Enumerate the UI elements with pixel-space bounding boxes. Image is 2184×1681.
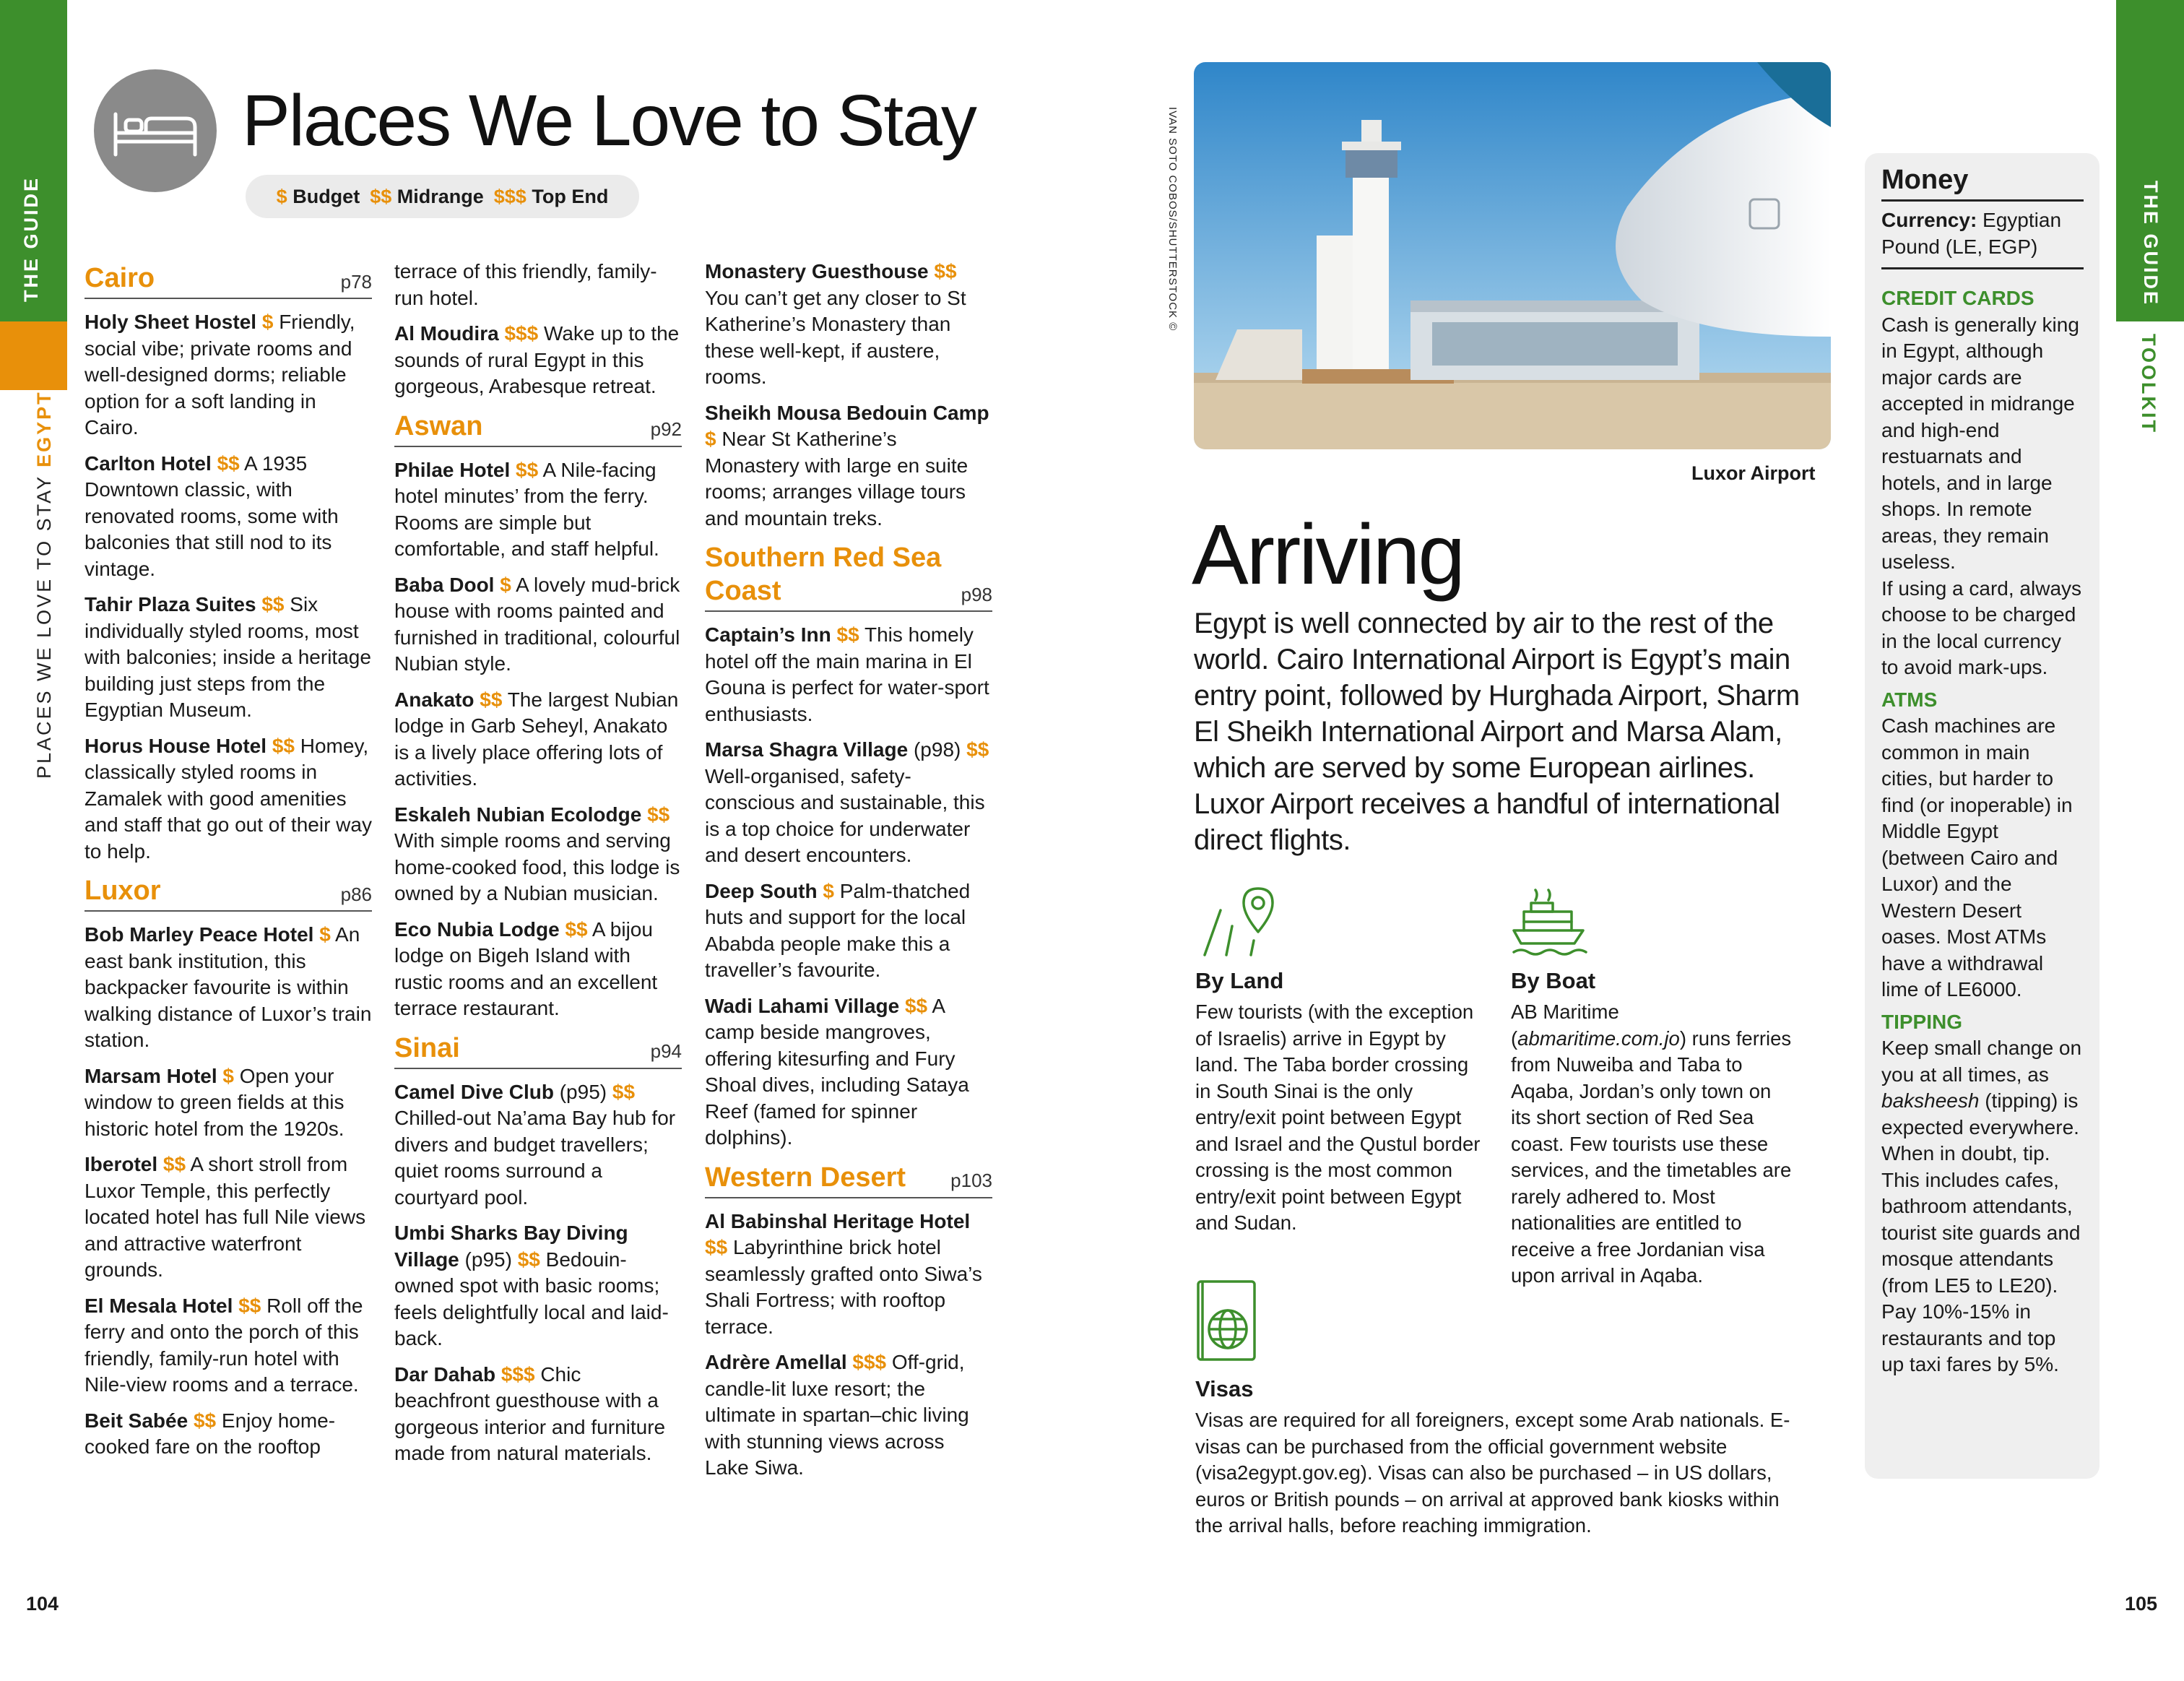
listing-name: Horus House Hotel: [84, 734, 267, 757]
region-page-ref: p98: [961, 583, 992, 605]
listing-item: [705, 993, 992, 1151]
listing-item: [84, 1408, 372, 1461]
listing-item: [84, 733, 372, 865]
left-tab-the-guide-label: THE GUIDE: [20, 176, 42, 302]
tipping-text: Keep small change on you at all times, as baksheesh (tipping) is expected everywhere.: [1881, 1037, 2082, 1138]
listing-name: Monastery Guesthouse: [705, 260, 929, 282]
listing-name: Camel Dive Club: [394, 1080, 554, 1103]
listing-description: A bijou lodge on Bigeh Island with rustic rooms and an excellent terrace restaurant.: [394, 917, 658, 1019]
listing-item: [705, 1349, 992, 1482]
by-land-heading: By Land: [1195, 968, 1284, 993]
listing-description: A short stroll from Luxor Temple, this perfectly located hotel has full Nile views and attractive waterfront grounds.: [84, 1153, 366, 1281]
listing-name: Eco Nubia Lodge: [394, 917, 560, 941]
tipping-text-2: When in doubt, tip. This includes cafes, bathroom attendants, tourist site guards and mosque attendants (from LE5 to LE20). Pay 10%-15% in restaurants and top up taxi fares by 5%.: [1881, 1142, 2081, 1375]
legend-midrange: $$ Midrange: [370, 185, 484, 207]
left-tab-section-country: EGYPT: [33, 390, 55, 467]
listing-description: A Nile-facing hotel minutes’ from the ferry. Rooms are simple but comfortable, and staff helpful.: [394, 458, 659, 560]
listing-name: Marsam Hotel: [84, 1064, 217, 1087]
listing-name: Iberotel: [84, 1153, 158, 1175]
listing-description: Off-grid, candle-lit luxe resort; the ultimate in spartan–chic living with stunning views across Lake Siwa.: [705, 1351, 969, 1479]
credit-cards-heading: CREDIT CARDS: [1881, 287, 2034, 309]
listing-item: [84, 309, 372, 441]
region-page-ref: p92: [650, 418, 682, 440]
listing-price: $: [705, 428, 716, 450]
by-boat-heading: By Boat: [1511, 968, 1596, 993]
right-tab-the-guide: [2116, 0, 2184, 321]
listing-price: $$: [162, 1153, 186, 1175]
region-name: Cairo: [84, 263, 155, 293]
region-header: [394, 1032, 682, 1069]
region-page-ref: p103: [950, 1170, 992, 1191]
listing-item: [84, 1293, 372, 1399]
listing-price: $: [319, 923, 331, 946]
money-title: Money: [1881, 163, 2084, 202]
listing-price: $$: [517, 1248, 540, 1271]
money-sidebar-content: [1881, 163, 2084, 1378]
listings-column-3: [705, 259, 992, 1491]
listing-item: [84, 592, 372, 724]
listing-description: Wake up to the sounds of rural Egypt in this gorgeous, Arabesque retreat.: [394, 322, 680, 397]
listings-column-2: [394, 259, 682, 1477]
listing-price: $$$: [500, 1362, 535, 1386]
listing-item: [705, 878, 992, 984]
listing-price: $$: [647, 803, 670, 826]
region-name: Southern Red Sea Coast: [705, 543, 942, 606]
listing-price: $: [261, 311, 274, 333]
listing-price: $$: [565, 917, 588, 941]
left-tab-section-prefix: PLACES WE LOVE TO STAY: [33, 467, 55, 779]
listing-name: Marsa Shagra Village: [705, 738, 909, 761]
listing-item: [394, 687, 682, 792]
atms-text: Cash machines are common in main cities, but harder to find (or inoperable) in Middle Egypt (between Cairo and Luxor) and the Western Desert oases. Most ATMs have a withdrawal lime of LE6000.: [1881, 714, 2073, 1001]
ferry-icon: [1511, 887, 1590, 959]
listing-price: $$$: [852, 1351, 887, 1373]
listing-price: $$: [193, 1409, 217, 1432]
listing-description: Near St Katherine’s Monastery with large en suite rooms; arranges village tours and mountain treks.: [705, 428, 968, 530]
listing-description: terrace of this friendly, family-run hotel.: [394, 260, 657, 309]
listing-item: [394, 1079, 682, 1211]
region-page-ref: p94: [650, 1040, 682, 1062]
listing-price: $$: [516, 458, 539, 481]
region-header: [84, 262, 372, 299]
listings-column-1: [84, 259, 372, 1470]
listing-item: [394, 259, 682, 311]
listing-item: [84, 451, 372, 583]
price-legend: [246, 175, 639, 218]
region-header: [84, 874, 372, 912]
road-location-pin-icon: [1199, 883, 1278, 959]
listing-name: Bob Marley Peace Hotel: [84, 923, 314, 946]
listing-name: Dar Dahab: [394, 1362, 496, 1386]
credit-cards-text: Cash is generally king in Egypt, although major cards are accepted in midrange and high-end restuarnats and hotels, and in large shops. In remote areas, they remain useless.: [1881, 313, 2079, 573]
listing-price: $$: [934, 260, 957, 282]
listing-price: $$: [238, 1294, 261, 1317]
listing-name: Holy Sheet Hostel: [84, 311, 257, 333]
listing-item: [84, 1151, 372, 1284]
listing-name: Adrère Amellal: [705, 1351, 847, 1373]
listing-description: You can’t get any closer to St Katherine’s Monastery than these well-kept, if austere, rooms.: [705, 286, 966, 388]
region-page-ref: p78: [340, 270, 372, 293]
listing-description: Homey, classically styled rooms in Zamalek with good amenities and staff that go out of their way to help.: [84, 734, 372, 863]
listing-name: Al Babinshal Heritage Hotel: [705, 1209, 971, 1232]
listing-name: Eskaleh Nubian Ecolodge: [394, 803, 642, 826]
region-header: [394, 410, 682, 447]
left-tab-the-guide: [0, 0, 67, 321]
listing-price: $$$: [504, 322, 539, 345]
left-tab-section-marker: [0, 321, 67, 390]
listing-name: Captain’s Inn: [705, 623, 831, 646]
currency-line: Currency: Egyptian Pound (LE, EGP): [1881, 202, 2084, 269]
passport-icon: [1195, 1279, 1260, 1365]
listing-price: $$: [480, 688, 503, 711]
listing-name: El Mesala Hotel: [84, 1294, 233, 1317]
listing-description: Open your window to green fields at this historic hotel from the 1920s.: [84, 1064, 344, 1140]
page-number-left: 104: [26, 1593, 59, 1615]
listing-description: The largest Nubian lodge in Garb Seheyl, Anakato is a lively place offering lots of activities.: [394, 688, 679, 790]
legend-top-end: $$$ Top End: [493, 185, 609, 207]
listing-description: A lovely mud-brick house with rooms painted and furnished in traditional, colourful Nubian style.: [394, 573, 680, 675]
listing-price: $$: [272, 734, 295, 757]
listing-item: [84, 922, 372, 1054]
arriving-intro: Egypt is well connected by air to the rest of the world. Cairo International Airport is Egypt’s main entry point, followed by Hurghada Airport, Sharm El Sheikh International Airport and Marsa Alam, which are served by some European airlines. Luxor Airport receives a handful of international direct flights.: [1194, 608, 1800, 856]
listing-name: Deep South: [705, 879, 818, 902]
listing-item: [705, 737, 992, 869]
listing-name: Tahir Plaza Suites: [84, 593, 256, 615]
listing-description: Palm-thatched huts and support for the local Ababda people make this a traveller’s favourite.: [705, 879, 971, 981]
photo-credit: IVAN SOTO COBOS/SHUTTERSTOCK ©: [1166, 107, 1179, 332]
listing-price: $$: [612, 1080, 636, 1103]
credit-cards-text-2: If using a card, always choose to be charged in the local currency to avoid mark-ups.: [1881, 576, 2082, 678]
listing-item: [84, 1063, 372, 1143]
page-title: Places We Love to Stay: [242, 80, 976, 161]
region-name: Western Desert: [705, 1162, 906, 1193]
listing-name: Al Moudira: [394, 322, 499, 345]
listing-price: $$: [836, 623, 859, 646]
region-name: Sinai: [394, 1032, 460, 1063]
listing-item: [394, 321, 682, 400]
listing-name: Wadi Lahami Village: [705, 994, 900, 1017]
listing-item: [394, 457, 682, 563]
listing-item: [394, 1220, 682, 1352]
listing-description: This homely hotel off the main marina in El Gouna is perfect for water-sport enthusiasts.: [705, 623, 989, 725]
region-name: Luxor: [84, 876, 161, 906]
listing-description: Six individually styled rooms, most with balconies; inside a heritage building just steps from the Egyptian Museum.: [84, 593, 371, 721]
listing-name: Umbi Sharks Bay Diving Village: [394, 1222, 628, 1271]
by-land-text: Few tourists (with the exception of Israelis) arrive in Egypt by land. The Taba border crossing in South Sinai is the only entry/exit point between Egypt and Israel and the Qustul border crossing is the most common entry/exit point between Egypt and Sudan.: [1195, 1001, 1481, 1234]
arriving-heading: Arriving: [1192, 507, 1463, 602]
listing-name: Philae Hotel: [394, 458, 511, 481]
listing-name: Beit Sabée: [84, 1409, 188, 1432]
right-tab-section-label: TOOLKIT: [2138, 334, 2159, 434]
listing-description: Roll off the ferry and onto the porch of this friendly, family-run hotel with Nile-view rooms and a terrace.: [84, 1294, 363, 1396]
listing-name: Carlton Hotel: [84, 451, 212, 475]
region-page-ref: p86: [340, 883, 372, 905]
region-header: [705, 541, 992, 612]
right-tab-the-guide-label: THE GUIDE: [2140, 181, 2162, 307]
visas-text: Visas are required for all foreigners, except some Arab nationals. E-visas can be purchased from the official government website (visa2egypt.gov.eg). Visas can also be purchased – in US dollars, euros or British pounds – on arrival at approved bank kiosks within the arrival halls, before reaching immigration.: [1195, 1409, 1790, 1537]
listing-price: $: [222, 1064, 234, 1087]
listing-description: An east bank institution, this backpacker favourite is within walking distance of Luxor’s train station.: [84, 923, 372, 1051]
listing-page-ref: (p95): [559, 1080, 607, 1103]
bed-icon: [94, 69, 217, 192]
listing-item: [705, 1209, 992, 1341]
atms-heading: ATMS: [1881, 688, 1938, 711]
listing-price: $: [823, 879, 834, 902]
legend-budget: $ Budget: [276, 185, 360, 207]
listing-name: Anakato: [394, 688, 474, 711]
abmaritime-link[interactable]: abmaritime.com.jo: [1517, 1027, 1680, 1050]
listing-item: [394, 917, 682, 1022]
listing-price: $$: [261, 593, 285, 615]
listing-page-ref: (p95): [464, 1248, 512, 1271]
listing-item: [705, 400, 992, 532]
listing-price: $: [500, 573, 511, 596]
listing-description: Chilled-out Na’ama Bay hub for divers and budget travellers; quiet rooms surround a courtyard pool.: [394, 1107, 676, 1209]
listing-description: Well-organised, safety-conscious and sustainable, this is a top choice for underwater and desert encounters.: [705, 764, 985, 866]
tipping-heading: TIPPING: [1881, 1010, 1963, 1033]
listing-description: Enjoy home-cooked fare on the rooftop: [84, 1409, 336, 1458]
photo-caption: Luxor Airport: [1691, 462, 1816, 484]
listing-price: $$: [966, 738, 989, 761]
listing-item: [394, 802, 682, 907]
region-header: [705, 1161, 992, 1198]
listing-description: Chic beachfront guesthouse with a gorgeous interior and furniture made from natural materials.: [394, 1362, 666, 1464]
listing-description: A 1935 Downtown classic, with renovated rooms, some with balconies that still nod to its vintage.: [84, 451, 339, 580]
listing-item: [394, 1362, 682, 1467]
listing-page-ref: (p98): [913, 738, 961, 761]
listing-description: Bedouin-owned spot with basic rooms; feels delightfully local and laid-back.: [394, 1248, 669, 1349]
listing-price: $$: [705, 1236, 728, 1258]
visas-heading: Visas: [1195, 1376, 1254, 1401]
listing-description: With simple rooms and serving home-cooked food, this lodge is owned by a Nubian musician.: [394, 829, 680, 904]
listing-description: Friendly, social vibe; private rooms and well-designed dorms; reliable option for a soft landing in Cairo.: [84, 311, 355, 438]
listing-item: [705, 622, 992, 727]
by-boat-text: AB Maritime (abmaritime.com.jo) runs ferries from Nuweiba and Taba to Aqaba, Jordan’s only town on its short section of Red Sea coast. Few tourists use these services, and the timetables are rarely adhered to. Most nationalities are entitled to receive a free Jordanian visa upon arrival in Aqaba.: [1511, 1001, 1792, 1287]
listing-description: A camp beside mangroves, offering kitesurfing and Fury Shoal dives, including Sataya Reef (famed for spinner dolphins).: [705, 994, 969, 1149]
listing-name: Sheikh Mousa Bedouin Camp: [705, 401, 989, 424]
listing-item: [394, 572, 682, 678]
listing-price: $$: [217, 451, 240, 475]
region-name: Aswan: [394, 410, 483, 441]
page-number-right: 105: [2125, 1593, 2158, 1615]
left-tab-section-label: [33, 390, 56, 779]
listing-name: Baba Dool: [394, 573, 495, 596]
listing-price: $$: [904, 994, 928, 1017]
listing-description: Labyrinthine brick hotel seamlessly grafted onto Siwa’s Shali Fortress; with rooftop terrace.: [705, 1236, 982, 1338]
listing-item: [705, 259, 992, 391]
luxor-airport-photo: [1194, 62, 1831, 449]
